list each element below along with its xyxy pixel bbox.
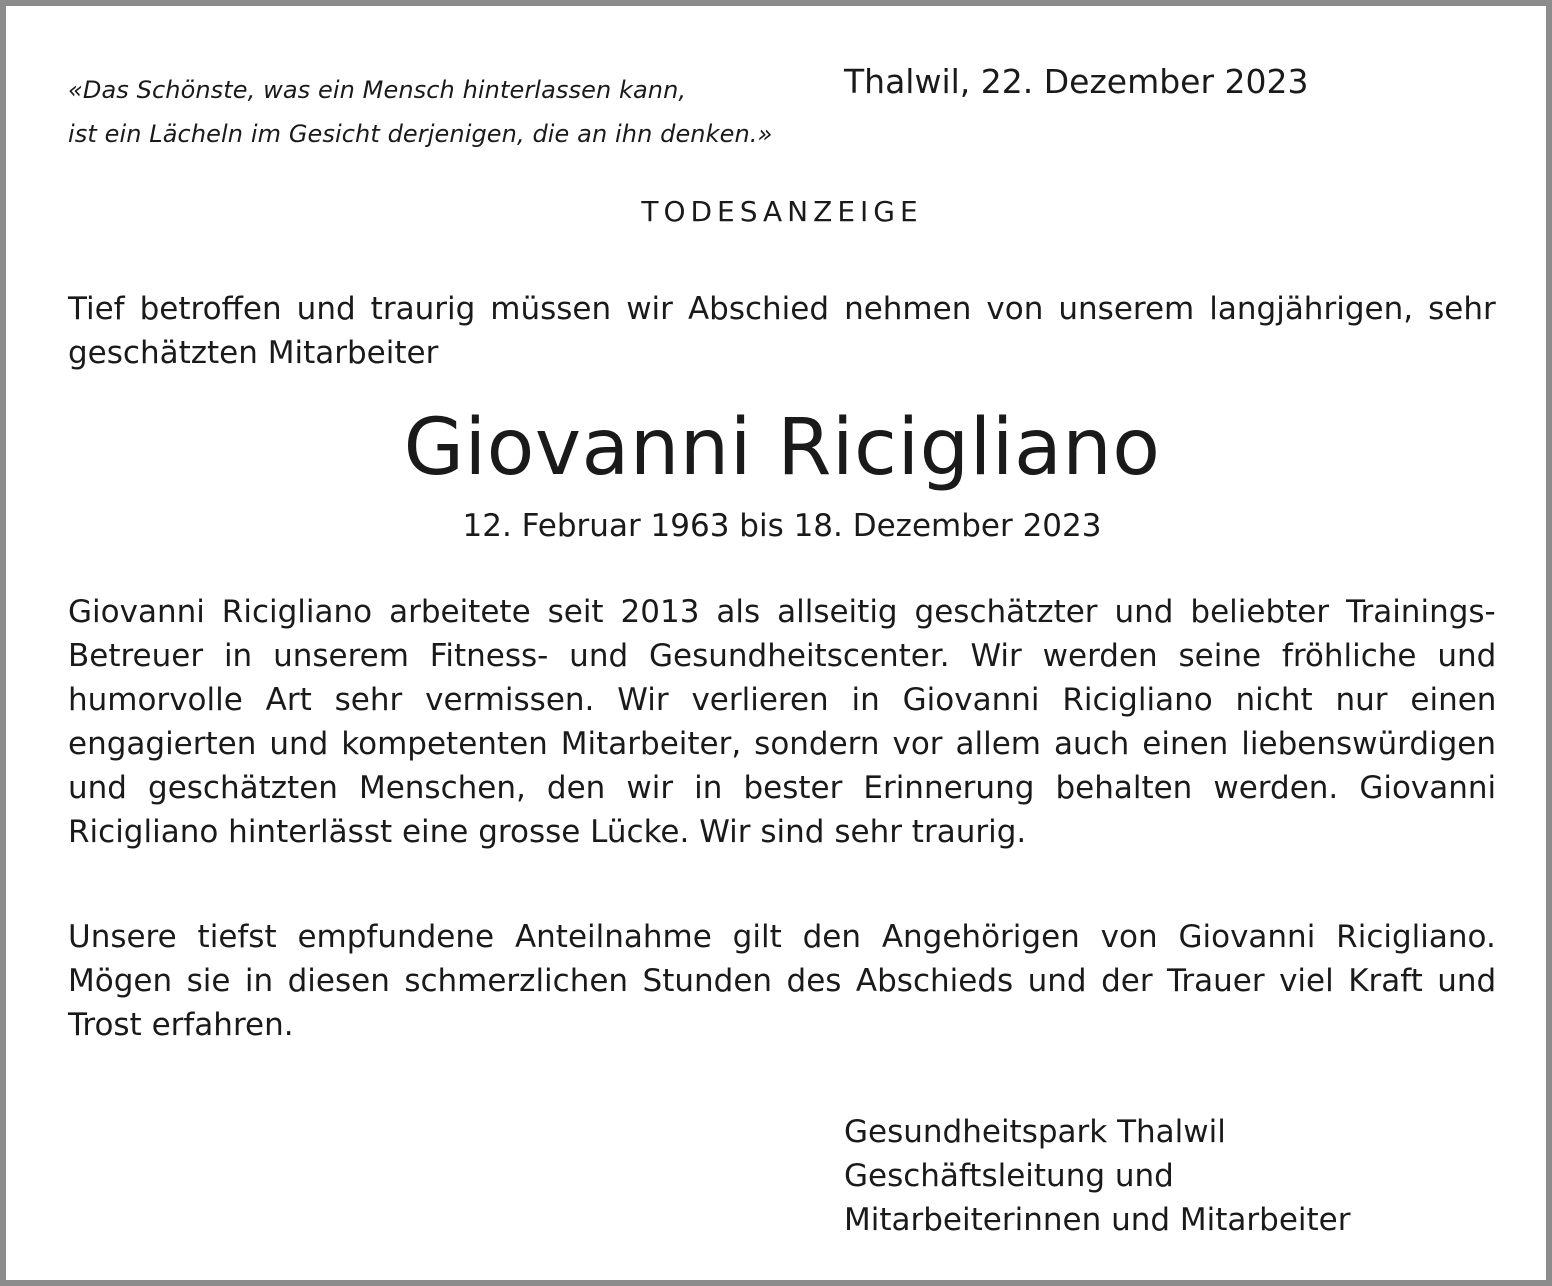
quote-line: ist ein Lächeln im Gesicht derjenigen, die an ihn denken.»	[68, 120, 773, 148]
body-line: Unsere tiefst empfundene Anteilnahme gilt den Angehörigen von Giovanni Ricigliano.	[68, 919, 1496, 955]
notice-heading: TODESANZEIGE	[641, 195, 923, 228]
quote-line: «Das Schönste, was ein Mensch hinterlassen kann,	[68, 76, 687, 104]
body-paragraph-1	[68, 590, 1496, 854]
deceased-name: Giovanni Ricigliano	[403, 403, 1161, 493]
body-line: Mögen sie in diesen schmerzlichen Stunden des Abschieds und der Trauer viel Kraft und	[68, 963, 1497, 999]
body-line: Betreuer in unserem Fitness- und Gesundheitscenter. Wir werden seine fröhliche und	[68, 638, 1497, 674]
place-date: Thalwil, 22. Dezember 2023	[844, 62, 1309, 101]
body-paragraph-2	[68, 915, 1496, 1047]
signature-block	[844, 1110, 1351, 1242]
signature-line: Gesundheitspark Thalwil	[844, 1114, 1226, 1150]
intro-line: geschätzten Mitarbeiter	[68, 335, 439, 371]
body-line: und geschätzten Menschen, den wir in bester Erinnerung behalten werden. Giovanni	[68, 770, 1497, 806]
intro-paragraph	[68, 287, 1496, 375]
quote-block	[68, 68, 772, 156]
intro-line: Tief betroffen und traurig müssen wir Abschied nehmen von unserem langjährigen, sehr	[68, 291, 1496, 327]
body-line: Trost erfahren.	[68, 1007, 294, 1043]
body-line: humorvolle Art sehr vermissen. Wir verlieren in Giovanni Ricigliano nicht nur einen	[68, 682, 1497, 718]
lifespan-dates: 12. Februar 1963 bis 18. Dezember 2023	[462, 508, 1102, 544]
body-line: Ricigliano hinterlässt eine grosse Lücke. Wir sind sehr traurig.	[68, 814, 1027, 850]
signature-line: Mitarbeiterinnen und Mitarbeiter	[844, 1202, 1351, 1238]
body-line: engagierten und kompetenten Mitarbeiter, sondern vor allem auch einen liebenswürdigen	[68, 726, 1497, 762]
body-line: Giovanni Ricigliano arbeitete seit 2013 als allseitig geschätzter und beliebter Trainings-	[68, 594, 1496, 630]
signature-line: Geschäftsleitung und	[844, 1158, 1174, 1194]
